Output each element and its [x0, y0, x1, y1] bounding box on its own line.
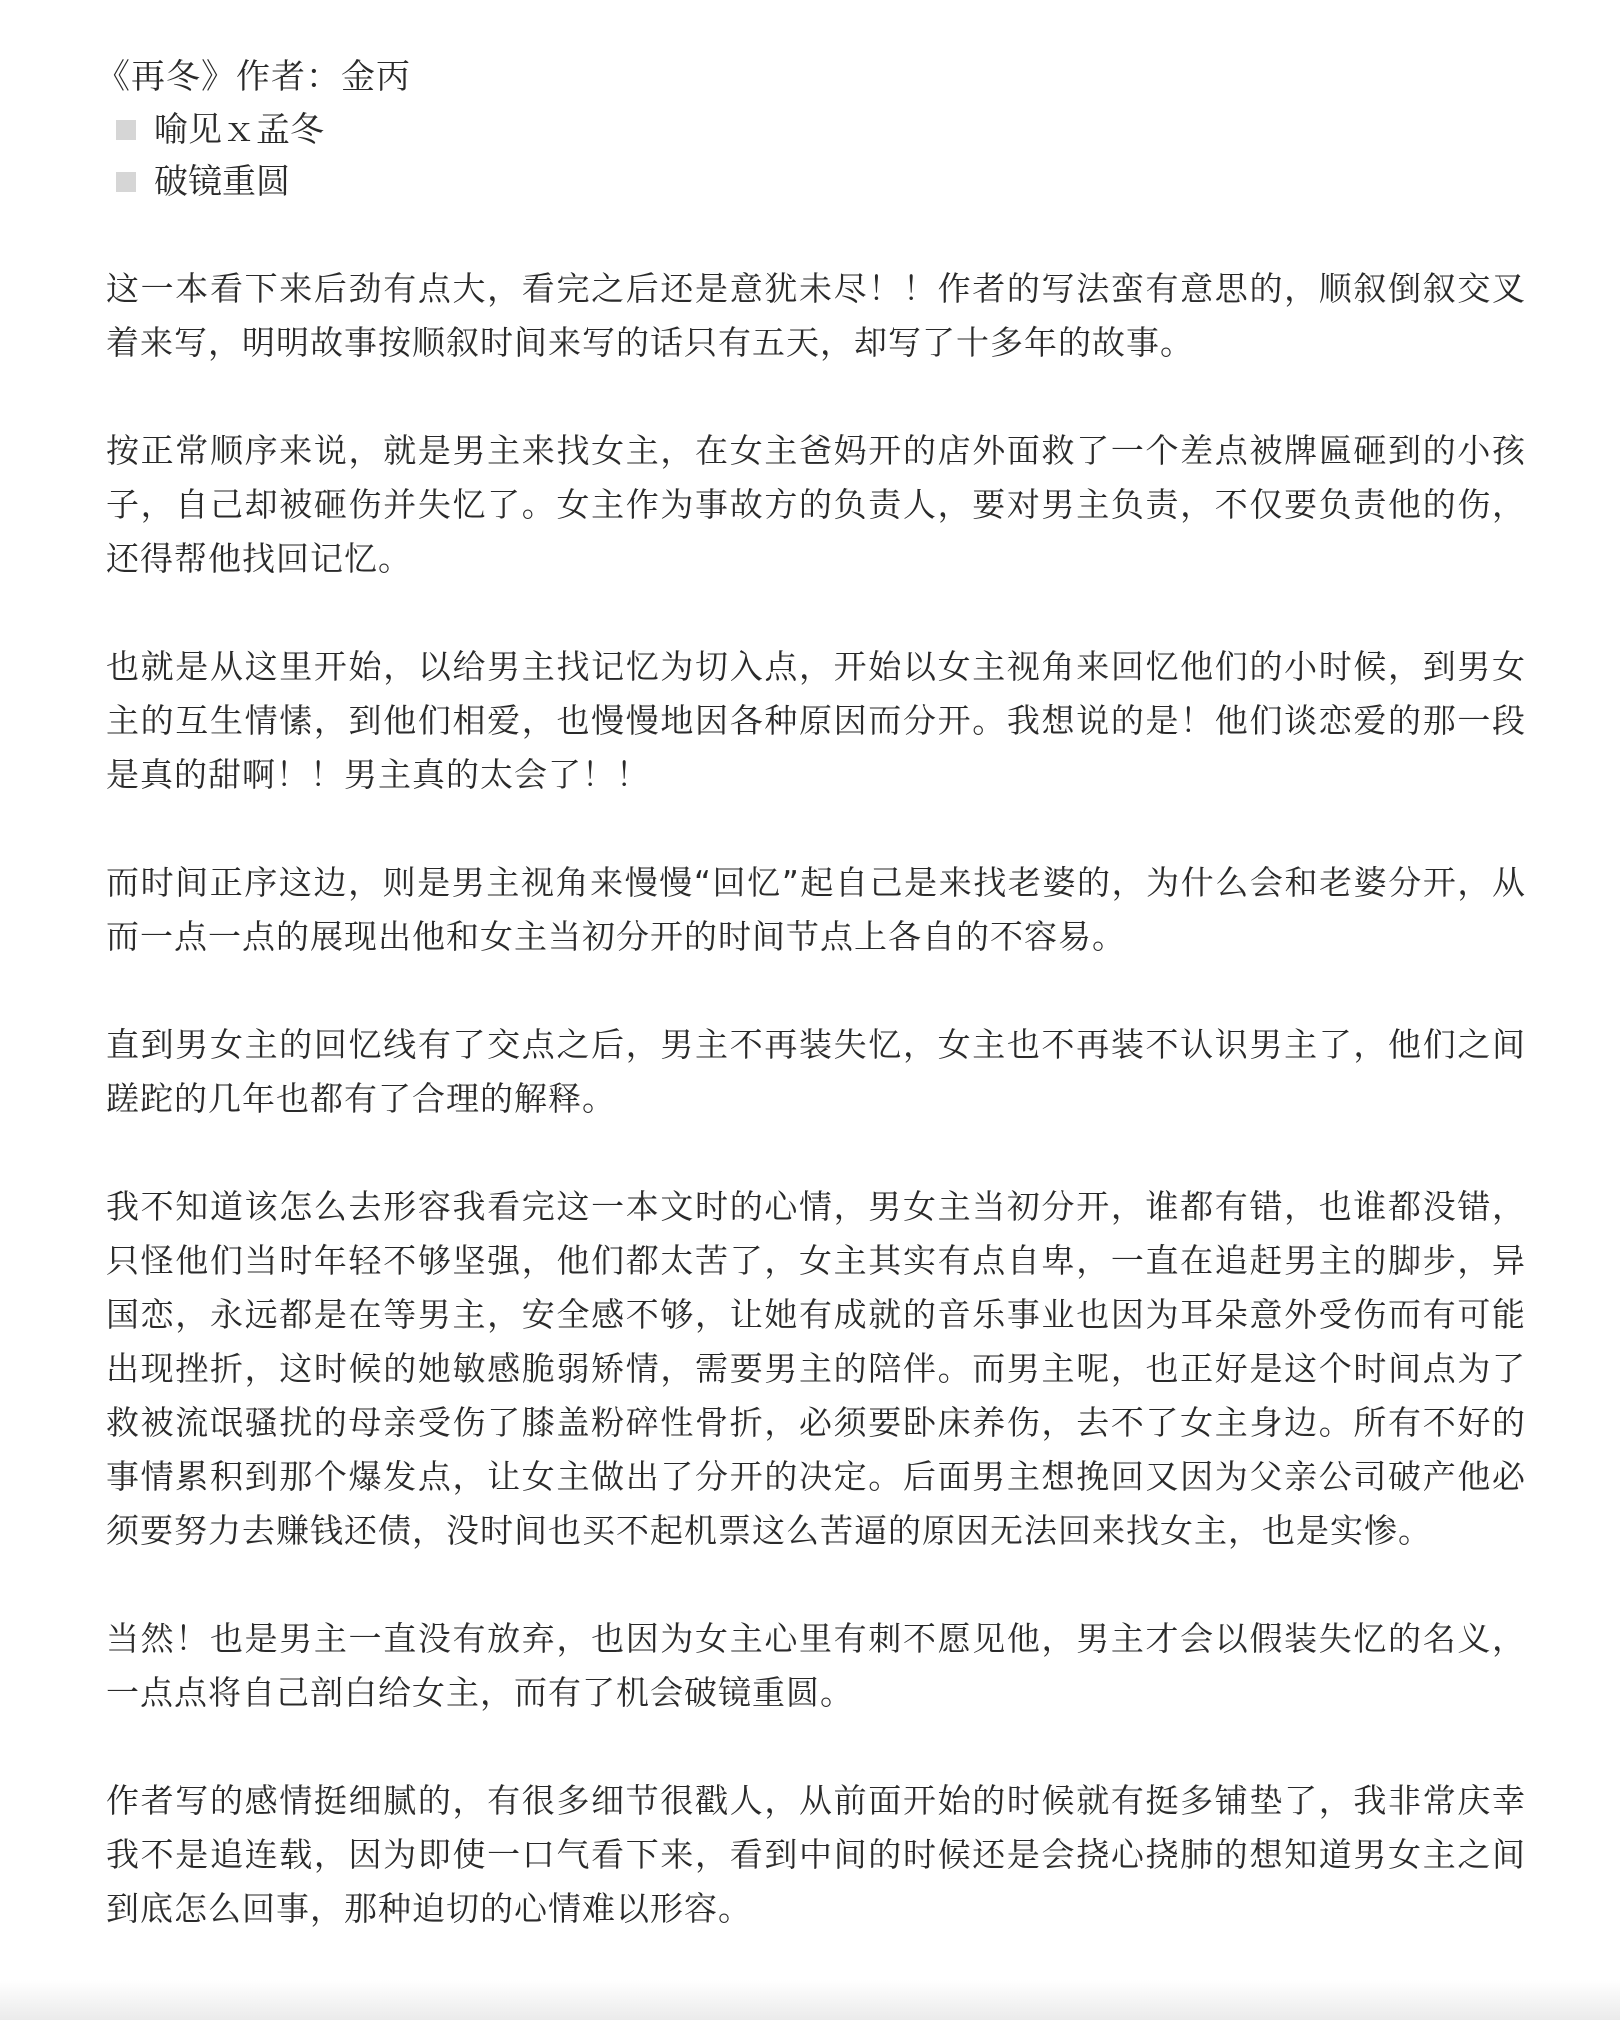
- paragraph: 直到男女主的回忆线有了交点之后，男主不再装失忆，女主也不再装不认识男主了，他们之间蹉跎的几年也都有了合理的解释。: [106, 1025, 1526, 1118]
- paragraph: 这一本看下来后劲有点大，看完之后还是意犹未尽！！作者的写法蛮有意思的，顺叙倒叙交叉着来写，明明故事按顺叙时间来写的话只有五天，却写了十多年的故事。: [106, 269, 1526, 362]
- tag-item: [96, 156, 1516, 208]
- book-title: 《再冬》作者：金丙: [96, 57, 411, 97]
- post-header: [96, 50, 1516, 208]
- paragraph: 而时间正序这边，则是男主视角来慢慢“回忆”起自己是来找老婆的，为什么会和老婆分开，从而一点一点的展现出他和女主当初分开的时间节点上各自的不容易。: [106, 863, 1526, 956]
- tag-label: 喻见ｘ孟冬: [154, 110, 324, 150]
- paragraph: 我不知道该怎么去形容我看完这一本文时的心情，男女主当初分开，谁都有错，也谁都没错，只怪他们当时年轻不够坚强，他们都太苦了，女主其实有点自卑，一直在追赶男主的脚步，异国恋，永远都是在等男主，安全感不够，让她有成就的音乐事业也因为耳朵意外受伤而有可能出现挫折，这时候的她敏感脆弱矫情，需要男主的陪伴。而男主呢，也正好是这个时间点为了救被流氓骚扰的母亲受伤了膝盖粉碎性骨折，必须要卧床养伤，去不了女主身边。所有不好的事情累积到那个爆发点，让女主做出了分开的决定。后面男主想挽回又因为父亲公司破产他必须要努力去赚钱还债，没时间也买不起机票这么苦逼的原因无法回来找女主，也是实惨。: [106, 1187, 1526, 1550]
- paragraph: 作者写的感情挺细腻的，有很多细节很戳人，从前面开始的时候就有挺多铺垫了，我非常庆幸我不是追连载，因为即使一口气看下来，看到中间的时候还是会挠心挠肺的想知道男女主之间到底怎么回事，那种迫切的心情难以形容。: [106, 1781, 1526, 1928]
- paragraph: 也就是从这里开始，以给男主找记忆为切入点，开始以女主视角来回忆他们的小时候，到男女主的互生情愫，到他们相爱，也慢慢地因各种原因而分开。我想说的是！他们谈恋爱的那一段是真的甜啊！！男主真的太会了！！: [106, 647, 1526, 794]
- bottom-shadow: [0, 1980, 1620, 2020]
- square-bullet-icon: [116, 172, 136, 192]
- paragraph: 当然！也是男主一直没有放弃，也因为女主心里有刺不愿见他，男主才会以假装失忆的名义，一点点将自己剖白给女主，而有了机会破镜重圆。: [106, 1619, 1526, 1712]
- paragraph: 按正常顺序来说，就是男主来找女主，在女主爸妈开的店外面救了一个差点被牌匾砸到的小孩子，自己却被砸伤并失忆了。女主作为事故方的负责人，要对男主负责，不仅要负责他的伤，还得帮他找回记忆。: [106, 431, 1526, 578]
- tag-label: 破镜重圆: [154, 162, 290, 202]
- review-body: [106, 262, 1526, 1936]
- tag-item: [96, 104, 1516, 156]
- square-bullet-icon: [116, 120, 136, 140]
